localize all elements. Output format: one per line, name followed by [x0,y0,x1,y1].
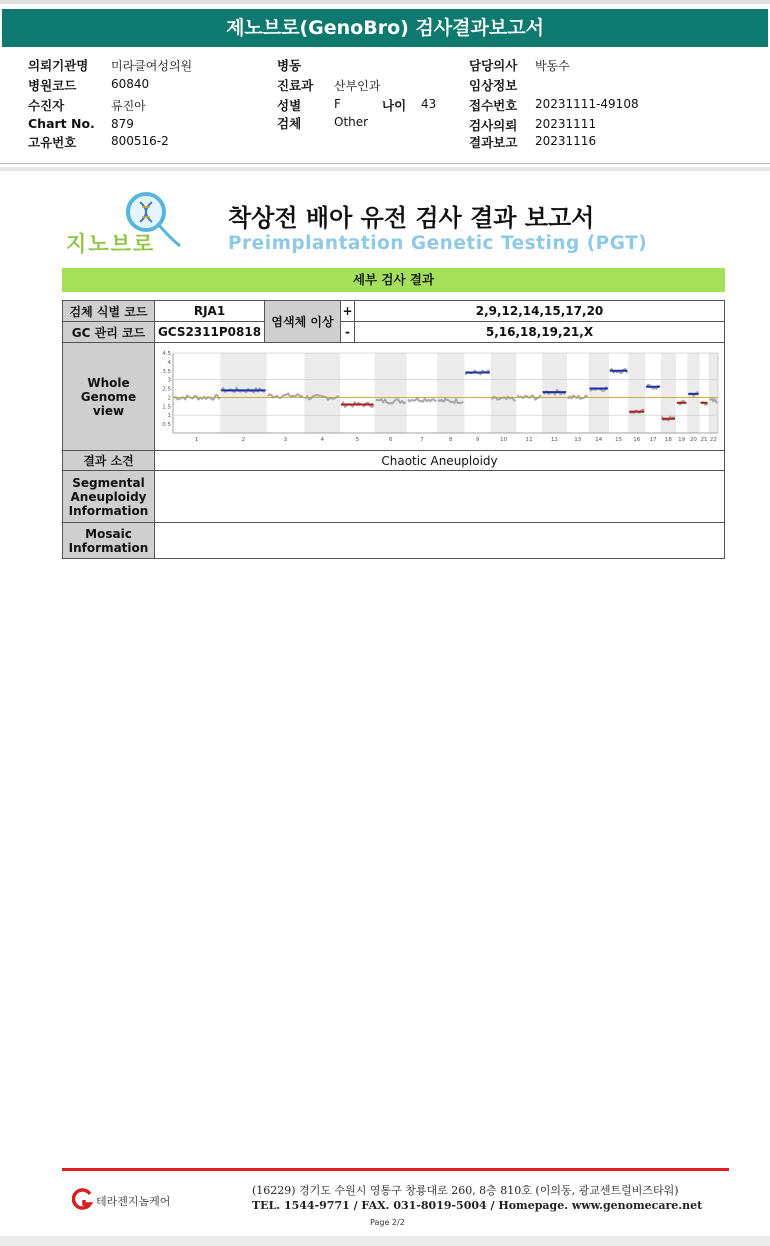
mosaic-label: Mosaic Information [63,523,155,559]
age-label: 나이 [382,98,407,113]
department-label: 진료과 [277,78,314,93]
report-subheading: Preimplantation Genetic Testing (PGT) [228,233,648,254]
unique-no-label: 고유번호 [28,135,77,150]
institution-value: 미라클여성의원 [111,59,193,73]
chart-no-value: 879 [111,117,134,131]
finding-label: 결과 소견 [63,451,155,471]
company-contact: TEL. 1544-9771 / FAX. 031-8019-5004 / Homepage. www.genomecare.net [252,1199,703,1212]
table-row [63,343,725,451]
report-title-bar: 제노브로(GenoBro) 검사결과보고서 [2,9,768,47]
footer-divider [62,1168,729,1171]
x-tick-label: 15 [615,437,623,443]
x-tick-label: 4 [320,437,324,443]
department-value: 산부인과 [334,79,381,93]
y-tick-label: 0.5 [162,422,171,429]
bottom-margin [0,1236,770,1246]
y-tick-label: 3.5 [162,368,171,375]
segmental-label: Segmental Aneuploidy Information [63,471,155,523]
chromosome-band [628,353,645,433]
hospital-code-label: 병원코드 [28,78,77,93]
chromosome-band [304,353,340,433]
x-tick-label: 21 [700,437,708,443]
request-date-value: 20231111 [535,117,597,131]
patient-value: 류진아 [111,99,146,113]
genome-view-cell [155,343,725,451]
header-divider [0,163,770,164]
chromosome-band [220,353,266,433]
x-tick-label: 22 [709,437,717,443]
specimen-value: Other [334,115,369,129]
y-tick-label: 4 [167,359,171,366]
gain-list: 2,9,12,14,15,17,20 [355,301,725,322]
x-tick-label: 6 [388,437,393,443]
y-tick-label: 2 [167,395,171,402]
x-tick-label: 9 [475,437,480,443]
unique-no-value: 800516-2 [111,134,169,148]
report-heading: 착상전 배아 유전 검사 결과 보고서 [228,204,595,232]
y-tick-label: 3 [167,377,171,384]
segmental-value [155,471,725,523]
sample-code-label: 검체 식별 코드 [63,301,155,322]
company-address: (16229) 경기도 수원시 영통구 창룡대로 260, 8층 810호 (이의동, 광교센트럴비즈타워) [252,1184,679,1197]
x-tick-label: 1 [194,437,199,443]
results-table [62,300,725,559]
page-number: Page 2/2 [370,1218,405,1227]
x-tick-label: 5 [355,437,360,443]
chromosome-band [589,353,609,433]
gain-symbol: + [341,301,355,322]
report-date-label: 결과보고 [469,135,518,150]
table-row [63,451,725,471]
ward-label: 병동 [277,58,302,73]
x-tick-label: 11 [525,437,533,443]
data-points-chr-7 [408,398,436,402]
loss-symbol: - [341,322,355,343]
gc-code-value: GCS2311P0818 [155,322,265,343]
table-row [63,322,725,343]
y-tick-label: 4.5 [162,351,171,357]
genome-view-chart [157,345,722,445]
receipt-no-label: 접수번호 [469,98,518,113]
chromosome-band [375,353,407,433]
x-tick-label: 10 [500,437,508,443]
y-tick-label: 1.5 [162,404,171,411]
x-tick-label: 3 [283,437,288,443]
table-row [63,301,725,322]
section-title: 세부 검사 결과 [62,268,725,292]
chromosome-band [437,353,464,433]
abnormality-label: 염색체 이상 [265,301,341,343]
company-name: 테라젠지놈케어 [96,1195,171,1208]
doctor-value: 박동수 [535,59,570,73]
loss-list: 5,16,18,19,21,X [355,322,725,343]
finding-value: Chaotic Aneuploidy [155,451,725,471]
genome-view-label: Whole Genome view [63,343,155,451]
x-tick-label: 19 [678,437,686,443]
institution-label: 의뢰기관명 [28,58,89,73]
sample-code-value: RJA1 [155,301,265,322]
hospital-code-value: 60840 [111,77,150,91]
x-tick-label: 13 [574,437,582,443]
x-tick-label: 14 [595,437,603,443]
footer-address-block [252,1183,702,1213]
table-row [63,523,725,559]
chromosome-band [709,353,718,433]
sex-value: F [334,97,341,111]
header-divider-band [0,167,770,171]
y-tick-label: 2.5 [162,386,171,393]
receipt-no-value: 20231111-49108 [535,97,639,111]
sex-label: 성별 [277,98,302,113]
specimen-label: 검체 [277,116,302,131]
request-date-label: 검사의뢰 [469,118,518,133]
x-tick-label: 17 [649,437,657,443]
top-divider [0,0,770,4]
mosaic-value [155,523,725,559]
doctor-label: 담당의사 [469,58,518,73]
x-tick-label: 18 [664,437,672,443]
table-row [63,471,725,523]
x-tick-label: 8 [448,437,453,443]
chart-no-label: Chart No. [28,116,95,131]
company-logo-icon [72,1188,94,1210]
x-tick-label: 7 [420,437,424,443]
clinical-info-label: 임상정보 [469,78,518,93]
patient-label: 수진자 [28,98,65,113]
x-tick-label: 20 [689,437,697,443]
y-tick-label: 1 [167,413,171,420]
logo-wordmark: 지노브로 [66,232,156,256]
gc-code-label: GC 관리 코드 [63,322,155,343]
age-value: 43 [421,97,437,111]
x-tick-label: 12 [550,437,558,443]
chromosome-band [491,353,517,433]
x-tick-label: 2 [241,437,246,443]
x-tick-label: 16 [633,437,641,443]
report-date-value: 20231116 [535,134,597,148]
